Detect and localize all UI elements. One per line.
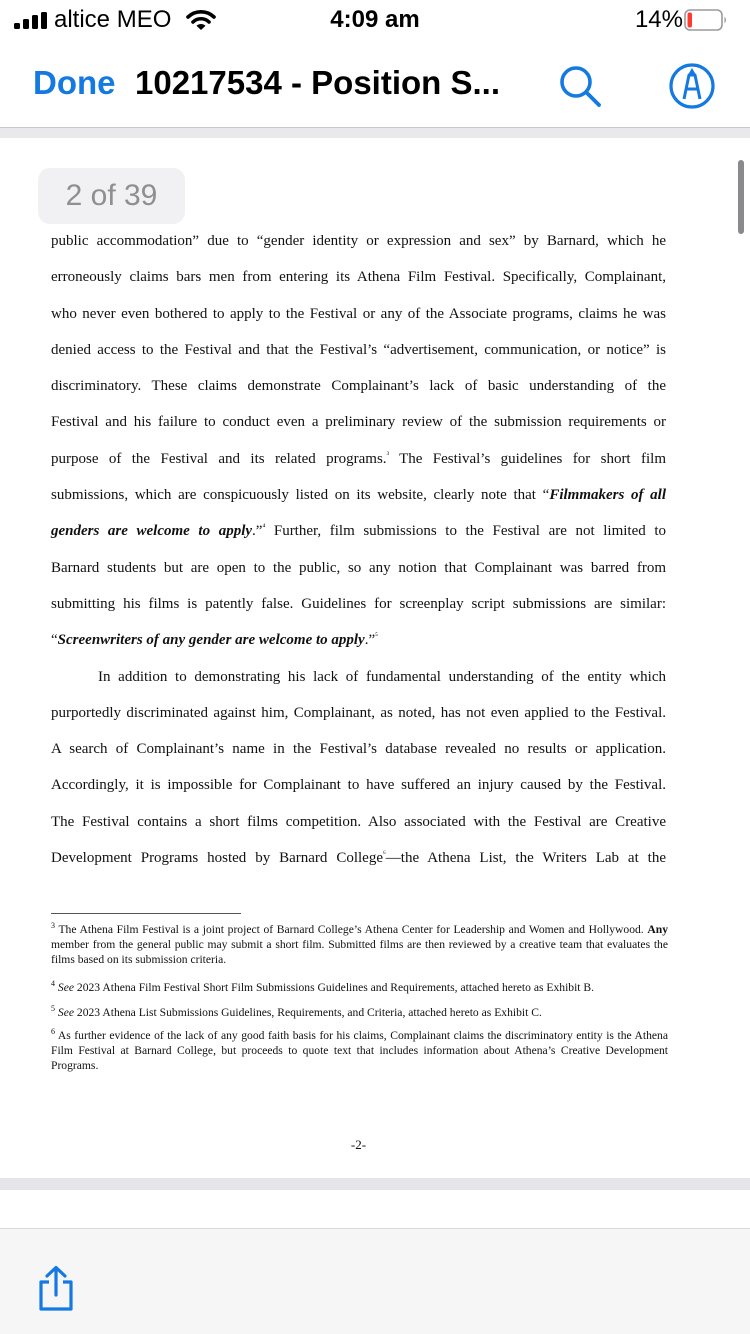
- search-icon[interactable]: [556, 62, 604, 110]
- footnote-ref: ⁴: [262, 522, 266, 532]
- text-line: [51, 516, 666, 552]
- next-page-area: [0, 1190, 750, 1228]
- footnote-text: member from the general public may submit a short film. Submitted films are then reviewed by a creative team that evaluates the films based on its submission criteria.: [51, 938, 668, 966]
- text-line: [51, 480, 666, 516]
- footnote-italic-text: See: [55, 1006, 74, 1019]
- footnote: [51, 980, 668, 994]
- document-title: 10217534 - Position S...: [135, 64, 500, 101]
- markup-pen-icon[interactable]: [668, 62, 716, 110]
- battery-percent: 14%: [634, 6, 683, 33]
- footnote-number: 3: [51, 921, 55, 931]
- footnote-text: The Athena Film Festival is a joint project of Barnard College’s Athena Center for Leadership and Women and Hollywood.: [55, 923, 648, 936]
- emphasis-text: Filmmakers of all: [549, 487, 666, 504]
- page-indicator: 2 of 39: [38, 168, 185, 224]
- footnote-text: 2023 Athena List Submissions Guidelines, Requirements, and Criteria, attached hereto as Exhibit C.: [74, 1006, 542, 1019]
- text-line: Accordingly, it is impossible for Complainant to have suffered an injury caused by the Festival.: [51, 777, 666, 794]
- text-run: —the Athena List, the Writers Lab at the: [385, 850, 666, 867]
- footnote-number: 4: [51, 979, 55, 989]
- share-icon[interactable]: [36, 1265, 76, 1313]
- text-run: purpose of the Festival and its related programs.: [51, 450, 387, 467]
- navigation-bar: [0, 44, 750, 128]
- text-run: .”: [252, 523, 263, 540]
- document-body: [51, 226, 666, 879]
- text-line: Festival and his failure to conduct even a preliminary review of the submission requirements or: [51, 414, 666, 431]
- text-run: The Festival’s guidelines for short film: [388, 450, 666, 467]
- text-line: The Festival contains a short films competition. Also associated with the Festival are Creative: [51, 813, 666, 830]
- footnote-separator: [51, 913, 241, 914]
- footnote: [51, 922, 668, 970]
- clock: 4:09 am: [330, 6, 420, 33]
- footnote: [51, 1028, 668, 1073]
- status-bar: [0, 0, 750, 40]
- text-line: public accommodation” due to “gender identity or expression and sex” by Barnard, which he: [51, 233, 666, 249]
- text-run: submissions, which are conspicuously listed on its website, clearly note that “: [51, 487, 550, 504]
- text-run: “: [51, 632, 58, 649]
- text-run: Further, film submissions to the Festival are not limited to: [265, 523, 666, 540]
- text-line: erroneously claims bars men from entering its Athena Film Festival. Specifically, Complainant,: [51, 269, 666, 286]
- text-run: .”: [364, 632, 376, 649]
- footnote-number: 5: [51, 1004, 55, 1014]
- footnote-ref: ³: [386, 449, 389, 459]
- battery-icon: [684, 9, 728, 31]
- carrier-name: altice MEO: [54, 6, 172, 33]
- text-line: who never even bothered to apply to the Festival or any of the Associate programs, claims he was: [51, 305, 666, 322]
- footnote-bold-text: Any: [647, 923, 668, 936]
- footnote-ref: ⁶: [383, 849, 386, 859]
- done-button[interactable]: Done: [33, 64, 116, 101]
- text-line: Barnard students but are open to the public, so any notion that Complainant was barred from: [51, 559, 666, 576]
- footnote: [51, 1005, 668, 1019]
- page-number: -2-: [350, 1137, 367, 1152]
- text-run: Development Programs hosted by Barnard College: [51, 850, 383, 867]
- text-line: A search of Complainant’s name in the Festival’s database revealed no results or application.: [51, 741, 666, 758]
- text-line: [51, 444, 666, 480]
- text-line: [51, 625, 666, 661]
- footnote-italic-text: See: [55, 981, 74, 994]
- text-line: discriminatory. These claims demonstrate Complainant’s lack of basic understanding of the: [51, 378, 666, 395]
- footnotes: [51, 922, 668, 1083]
- footnote-text: As further evidence of the lack of any good faith basis for his claims, Complainant claims the discriminatory entity is the Athena Film Festival at Barnard College, but proceeds to quote text that includes information about Athena’s Creative Development Programs.: [51, 1029, 668, 1072]
- footnote-ref: ⁵: [375, 631, 378, 641]
- footnote-text: 2023 Athena Film Festival Short Film Submissions Guidelines and Requirements, attached hereto as Exhibit B.: [74, 981, 595, 994]
- emphasis-text: Screenwriters of any gender are welcome to apply: [57, 632, 365, 649]
- nav-divider: [0, 128, 750, 138]
- text-line: purportedly discriminated against him, Complainant, as noted, has not even applied to the Festival.: [51, 704, 666, 721]
- text-line: [51, 843, 666, 879]
- scroll-indicator[interactable]: [738, 160, 744, 234]
- footnote-number: 6: [51, 1027, 55, 1037]
- page-gap: [0, 1178, 750, 1190]
- text-line: submitting his films is patently false. Guidelines for screenplay script submissions are similar:: [51, 595, 666, 612]
- text-line: In addition to demonstrating his lack of fundamental understanding of the entity which: [98, 668, 666, 685]
- text-line: denied access to the Festival and that the Festival’s “advertisement, communication, or notice” is: [51, 341, 666, 358]
- bottom-toolbar: [0, 1228, 750, 1334]
- emphasis-text: genders are welcome to apply: [51, 523, 253, 540]
